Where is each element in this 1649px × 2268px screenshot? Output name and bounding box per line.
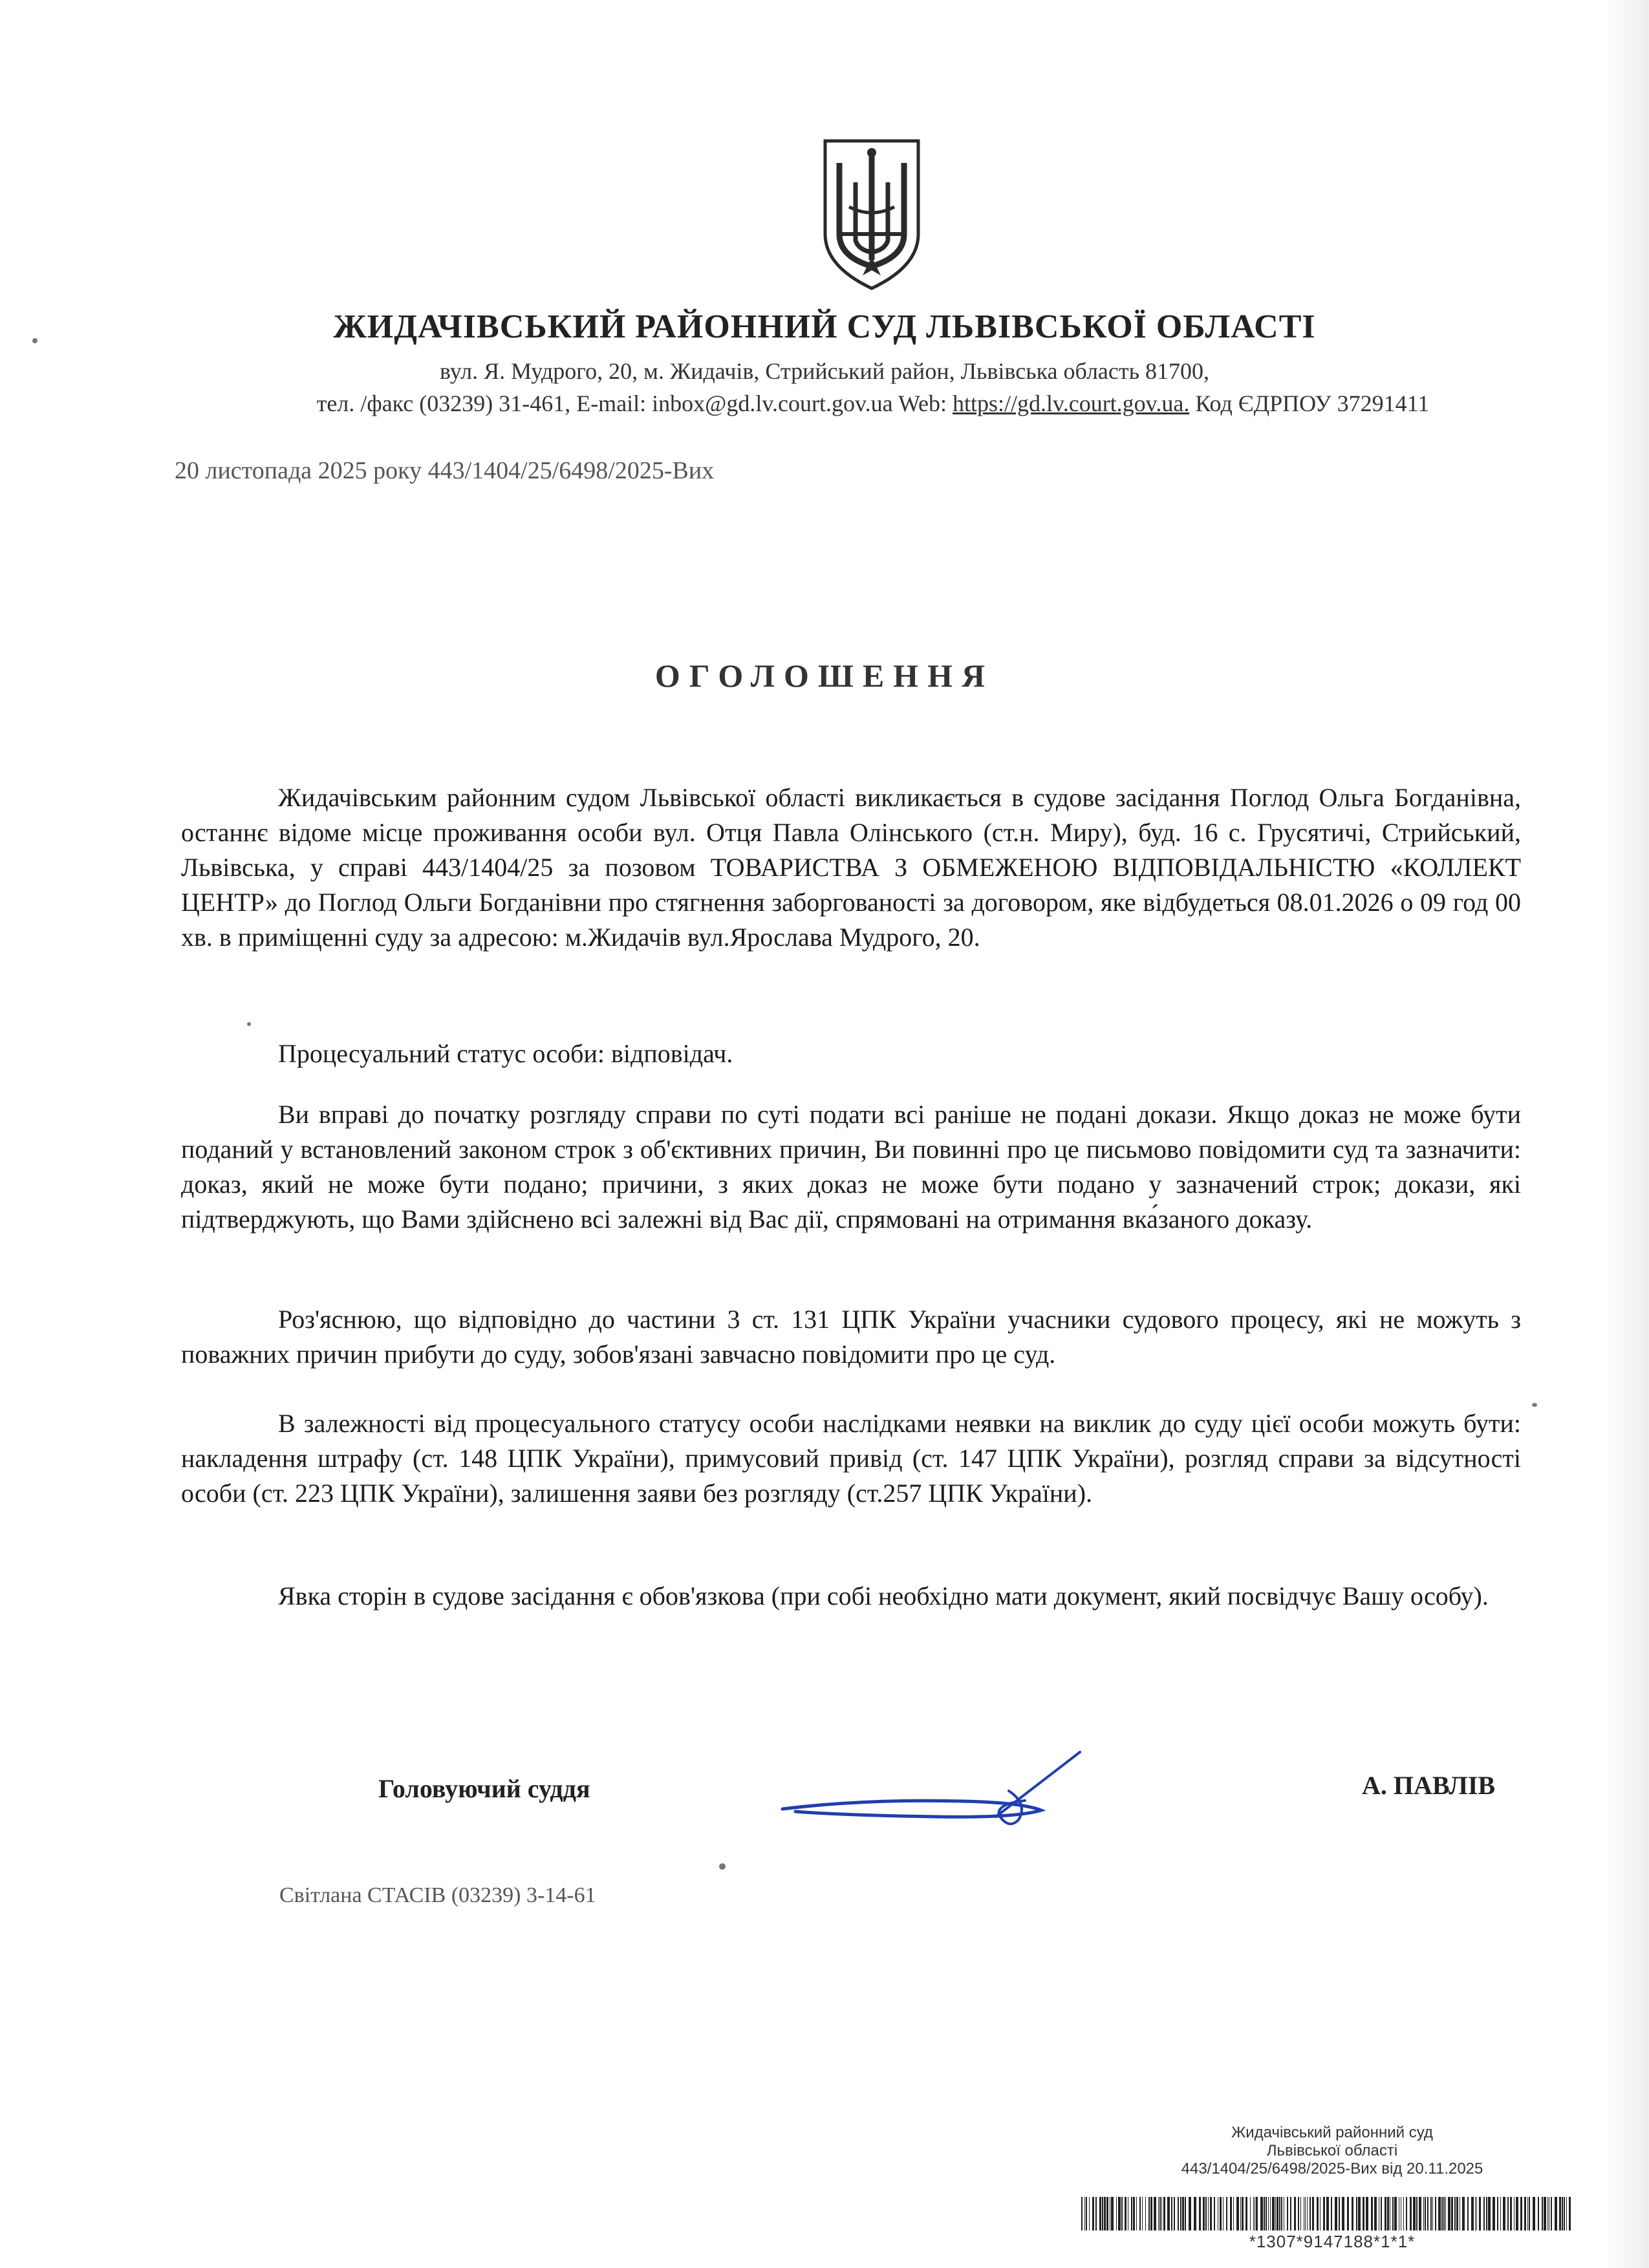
- barcode-bar: [1566, 2197, 1567, 2231]
- barcode-bar: [1493, 2197, 1495, 2231]
- barcode-bar: [1475, 2197, 1476, 2231]
- barcode-bar: [1432, 2197, 1433, 2231]
- barcode-bar: [1366, 2197, 1368, 2231]
- barcode-bar: [1121, 2197, 1123, 2231]
- signatory-name: А. ПАВЛІВ: [1362, 1771, 1496, 1800]
- barcode-bar: [1171, 2197, 1172, 2231]
- barcode-bar: [1307, 2197, 1308, 2231]
- barcode-bar: [1476, 2197, 1477, 2231]
- barcode-bar: [1099, 2197, 1101, 2231]
- barcode-bar: [1564, 2197, 1565, 2231]
- barcode-bar: [1142, 2197, 1143, 2231]
- court-address: вул. Я. Мудрого, 20, м. Жидачів, Стрийський район, Львівська область 81700,: [439, 358, 1210, 384]
- barcode-bar: [1203, 2197, 1205, 2231]
- barcode-bar: [1443, 2197, 1445, 2231]
- barcode-bar: [1236, 2197, 1239, 2231]
- barcode-bar: [1208, 2197, 1209, 2231]
- barcode-bar: [1374, 2197, 1377, 2231]
- barcode-bar: [1102, 2197, 1103, 2231]
- scan-speck: [247, 1022, 251, 1026]
- barcode-bar: [1524, 2197, 1526, 2231]
- scan-speck: [1532, 1403, 1537, 1407]
- coat-of-arms-icon: [820, 137, 923, 292]
- barcode-bar: [1275, 2197, 1276, 2231]
- barcode-bar: [1423, 2197, 1424, 2231]
- barcode-bar: [1264, 2197, 1265, 2231]
- barcode-bar: [1544, 2197, 1546, 2231]
- barcode-bar: [1240, 2197, 1241, 2231]
- barcode-bar: [1189, 2197, 1191, 2231]
- barcode-bar: [1163, 2197, 1165, 2231]
- barcode-bar: [1520, 2197, 1522, 2231]
- contact-prefix: тел. /факс (03239) 31-461, E-mail: inbox@gd.lv.court.gov.ua Web:: [316, 390, 953, 416]
- barcode-bar: [1159, 2197, 1161, 2231]
- paragraph-evidence: Ви вправі до початку розгляду справи по суті подати всі раніше не подані докази. Якщо доказ не може бути поданий у встановлений законом строк з об'єктивних причин, Ви повинні про це письмово повідомити суд та зазначити: доказ, який не може бути подано; причини, з яких доказ не може бути подано у зазначений строк; докази, які підтверджують, що Вами здійснено всі залежні від Вас дії, спрямовані на отримання вка́заного доказу.: [181, 1100, 1521, 1234]
- barcode-bar: [1136, 2197, 1137, 2231]
- barcode-bar: [1125, 2197, 1126, 2231]
- barcode-bar: [1483, 2197, 1485, 2231]
- barcode-bar: [1290, 2197, 1291, 2231]
- barcode-bar: [1555, 2197, 1557, 2231]
- barcode-number: *1307*9147188*1*1*: [1249, 2232, 1416, 2251]
- paragraph-consequences: В залежності від процесуального статусу особи наслідками неявки на виклик до суду цієї особи можуть бути: накладення штрафу (ст. 148 ЦПК України), примусовий привід (ст. 147 ЦПК України), розгляд справи за відсутності особи (ст. 223 ЦПК України), залишення заяви без розгляду (ст.257 ЦПК України).: [181, 1409, 1521, 1508]
- barcode-bar: [1335, 2197, 1337, 2231]
- barcode-bar: [1445, 2197, 1446, 2231]
- barcode-bar: [1416, 2197, 1417, 2231]
- court-website-link[interactable]: https://gd.lv.court.gov.ua.: [953, 390, 1190, 416]
- barcode-bar: [1488, 2197, 1491, 2231]
- barcode-bar: [1148, 2197, 1150, 2231]
- barcode-bar: [1448, 2197, 1450, 2231]
- barcode-bar: [1086, 2197, 1087, 2231]
- scan-speck: [719, 1863, 726, 1870]
- barcode-bar: [1533, 2197, 1535, 2231]
- barcode-bar: [1310, 2197, 1311, 2231]
- barcode-bar: [1300, 2197, 1301, 2231]
- barcode-bar: [1256, 2197, 1258, 2231]
- document-date-number: 20 листопада 2025 року 443/1404/25/6498/2025-Вих: [175, 457, 715, 484]
- barcode-bar: [1220, 2197, 1222, 2231]
- barcode-bar: [1547, 2197, 1548, 2231]
- barcode-bar: [1281, 2197, 1282, 2231]
- barcode-bar: [1538, 2197, 1539, 2231]
- paragraph-status: Процесуальний статус особи: відповідач.: [278, 1039, 733, 1068]
- barcode-bar: [1331, 2197, 1332, 2231]
- barcode-bar: [1253, 2197, 1254, 2231]
- barcode-bar: [1427, 2197, 1428, 2231]
- barcode-bar: [1500, 2197, 1501, 2231]
- barcode-bar: [1294, 2197, 1296, 2231]
- barcode-bar: [1510, 2197, 1512, 2231]
- barcode-bar: [1562, 2197, 1563, 2231]
- barcode-bar: [1352, 2197, 1353, 2231]
- barcode-bar: [1551, 2197, 1552, 2231]
- barcode-bar: [1569, 2197, 1571, 2231]
- barcode-bar: [1084, 2197, 1085, 2231]
- barcode-bar: [1486, 2197, 1487, 2231]
- barcode-bar: [1139, 2197, 1141, 2231]
- barcode-bar: [1150, 2197, 1152, 2231]
- barcode-bar: [1385, 2197, 1386, 2231]
- barcode-bar: [1272, 2197, 1275, 2231]
- barcode-bar: [1092, 2197, 1094, 2231]
- barcode-bar: [1161, 2197, 1162, 2231]
- barcode-bar: [1454, 2197, 1456, 2231]
- barcode-bar: [1133, 2197, 1135, 2231]
- signatory-title: Головуючий суддя: [378, 1774, 590, 1803]
- handwritten-signature: [770, 1739, 1093, 1836]
- barcode-bar: [1245, 2197, 1247, 2231]
- barcode-bar: [1095, 2197, 1097, 2231]
- barcode-bar: [1381, 2197, 1382, 2231]
- barcode-bar: [1118, 2197, 1121, 2231]
- paragraph-summons: Жидачівським районним судом Львівської області викликається в судове засідання Поглод Ольга Богданівна, останнє відоме місце проживання особи вул. Отця Павла Олінського (ст.н. Миру), буд. 16 с. Грусятичі, Стрийський, Львівська, у справі 443/1404/25 за позовом ТОВАРИСТВА З ОБМЕЖЕНОЮ ВІДПОВІДАЛЬНІСТЮ «КОЛЛЕКТ ЦЕНТР» до Поглод Ольги Богданівни про стягнення заборгованості за договором, яке відбудеться 08.01.2026 о 09 год 00 хв. в приміщенні суду за адресою: м.Жидачів вул.Ярослава Мудрого, 20.: [181, 783, 1521, 952]
- barcode-bar: [1363, 2197, 1364, 2231]
- barcode-bar: [1182, 2197, 1184, 2231]
- contact-suffix: Код ЄДРПОУ 37291411: [1189, 390, 1430, 416]
- barcode-bar: [1462, 2197, 1465, 2231]
- barcode-bar: [1298, 2197, 1299, 2231]
- barcode-bar: [1410, 2197, 1412, 2231]
- barcode-bar: [1154, 2197, 1156, 2231]
- barcode-bar: [1406, 2197, 1407, 2231]
- barcode-bar: [1174, 2197, 1175, 2231]
- barcode-bar: [1326, 2197, 1329, 2231]
- barcode-bar: [1205, 2197, 1207, 2231]
- barcode-bar: [1317, 2197, 1319, 2231]
- barcode-bar: [1479, 2197, 1481, 2231]
- barcode-bar: [1542, 2197, 1543, 2231]
- barcode-bar: [1199, 2197, 1201, 2231]
- barcode-bar: [1250, 2197, 1251, 2231]
- barcode-bar: [1394, 2197, 1397, 2231]
- barcode-bar: [1358, 2197, 1361, 2231]
- barcode-bar: [1131, 2197, 1132, 2231]
- barcode-bar: [1527, 2197, 1528, 2231]
- barcode-bar: [1287, 2197, 1288, 2231]
- scan-speck: [32, 338, 38, 343]
- barcode-bar: [1529, 2197, 1530, 2231]
- barcode-bar: [1347, 2197, 1349, 2231]
- barcode-bar: [1268, 2197, 1269, 2231]
- barcode-bar: [1111, 2197, 1114, 2231]
- barcode-bar: [1242, 2197, 1244, 2231]
- barcode-bar: [1507, 2197, 1509, 2231]
- barcode-bar: [1413, 2197, 1416, 2231]
- executor-contact: Світлана СТАСІВ (03239) 3-14-61: [279, 1883, 596, 1907]
- barcode-bar: [1214, 2197, 1215, 2231]
- barcode-bar: [1270, 2197, 1271, 2231]
- barcode-bar: [1116, 2197, 1117, 2231]
- barcode-bar: [1467, 2197, 1469, 2231]
- barcode-bar: [1260, 2197, 1263, 2231]
- barcode-bar: [1471, 2197, 1474, 2231]
- barcode-bar: [1210, 2197, 1212, 2231]
- barcode-bar: [1089, 2197, 1090, 2231]
- barcode-bar: [1438, 2197, 1441, 2231]
- barcode-bar: [1106, 2197, 1108, 2231]
- barcode-bar: [1323, 2197, 1325, 2231]
- barcode-bar: [1158, 2197, 1159, 2231]
- barcode-bar: [1167, 2197, 1170, 2231]
- barcode-bar: [1279, 2197, 1280, 2231]
- barcode-bar: [1305, 2197, 1306, 2231]
- barcode-bar: [1451, 2197, 1453, 2231]
- barcode-bar: [1145, 2197, 1146, 2231]
- barcode-bar: [1226, 2197, 1227, 2231]
- document-title: ОГОЛОШЕННЯ: [654, 658, 995, 694]
- barcode-bar: [1312, 2197, 1314, 2231]
- court-contacts: [97, 390, 1649, 417]
- barcode-bar: [1456, 2197, 1458, 2231]
- barcode-bar: [1104, 2197, 1106, 2231]
- barcode-bar: [1081, 2197, 1083, 2231]
- barcode-bar: [1178, 2197, 1179, 2231]
- barcode-bar: [1497, 2197, 1498, 2231]
- barcode-bar: [1503, 2197, 1505, 2231]
- barcode-bar: [1194, 2197, 1196, 2231]
- stamp-region: Львівської області: [1266, 2142, 1398, 2159]
- court-name: ЖИДАЧІВСЬКИЙ РАЙОННИЙ СУД ЛЬВІВСЬКОЇ ОБЛАСТІ: [333, 308, 1316, 345]
- barcode-bar: [1419, 2197, 1421, 2231]
- barcode-bar: [1342, 2197, 1344, 2231]
- barcode-bar: [1233, 2197, 1234, 2231]
- barcode-bar: [1266, 2197, 1267, 2231]
- barcode-bar: [1403, 2197, 1404, 2231]
- registration-stamp: [1099, 2124, 1565, 2178]
- stamp-court-name: Жидачівський районний суд: [1231, 2124, 1433, 2141]
- barcode-bar: [1185, 2197, 1186, 2231]
- barcode-bar: [1559, 2197, 1561, 2231]
- barcode-bar: [1180, 2197, 1181, 2231]
- paragraph-notice: Роз'яснюю, що відповідно до частини 3 ст. 131 ЦПК України учасники судового процесу, які не можуть з поважних причин прибути до суду, зобов'язані завчасно повідомити про це суд.: [181, 1305, 1521, 1369]
- barcode-icon: [1081, 2197, 1573, 2231]
- barcode-bar: [1277, 2197, 1278, 2231]
- barcode-bar: [1430, 2197, 1432, 2231]
- barcode-bar: [1387, 2197, 1389, 2231]
- barcode-bar: [1371, 2197, 1373, 2231]
- barcode-bar: [1516, 2197, 1518, 2231]
- barcode-bar: [1339, 2197, 1340, 2231]
- barcode-bar: [1441, 2197, 1443, 2231]
- barcode-bar: [1425, 2197, 1426, 2231]
- paragraph-attendance: Явка сторін в судове засідання є обов'язкова (при собі необхідно мати документ, який посвідчує Вашу особу).: [278, 1581, 1489, 1610]
- barcode-bar: [1435, 2197, 1436, 2231]
- barcode-bar: [1230, 2197, 1232, 2231]
- barcode-bar: [1392, 2197, 1394, 2231]
- stamp-reference: 443/1404/25/6498/2025-Вих від 20.11.2025: [1181, 2160, 1483, 2177]
- barcode-bar: [1356, 2197, 1357, 2231]
